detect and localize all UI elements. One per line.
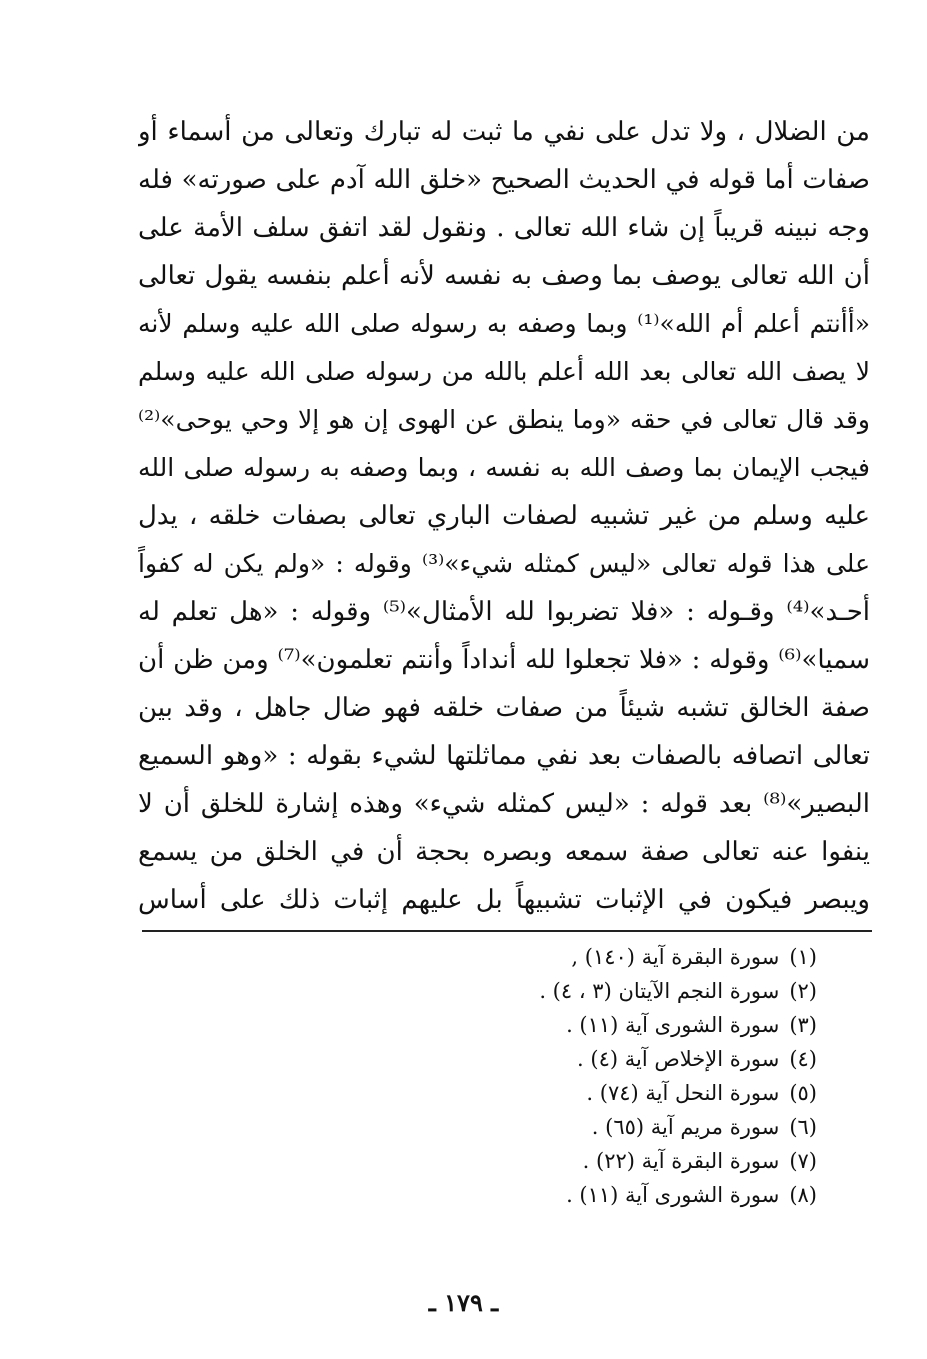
footnote-number: (٢) — [789, 979, 817, 1003]
footnote-number: (٤) — [789, 1047, 817, 1071]
footnote-text: سورة البقرة آية (٢٢) . — [582, 1149, 780, 1173]
text-line: «أأنتم أعلم أم الله»⁽¹⁾ وبما وصفه به رسوله صلى الله عليه وسلم لأنه — [138, 309, 870, 338]
footnote-text: سورة الشورى آية (١١) . — [566, 1183, 780, 1207]
page-number: ـ ١٧٩ ـ — [428, 1288, 499, 1317]
footnote-item — [417, 1076, 817, 1110]
footnote-item — [417, 1008, 817, 1042]
text-line: من الضلال ، ولا تدل على نفي ما ثبت له تبارك وتعالى من أسماء أو — [138, 117, 870, 147]
text-line: أحـد»⁽⁴⁾ وقـوله : «فلا تضربوا لله الأمثال»⁽⁵⁾ وقوله : «هل تعلم له — [138, 597, 870, 627]
footnote-item — [417, 940, 817, 974]
text-line: على هذا قوله تعالى «ليس كمثله شيء»⁽³⁾ وقوله : «ولم يكن له كفواً — [138, 549, 870, 578]
footnote-item — [417, 974, 817, 1008]
footnote-item — [417, 1110, 817, 1144]
footnote-number: (٨) — [789, 1183, 817, 1207]
footnotes — [417, 940, 817, 1212]
text-line: صفة الخالق تشبه شيئاً من صفات خلقه فهو ضال جاهل ، وقد بين — [138, 693, 870, 723]
footnote-number: (٥) — [789, 1081, 817, 1105]
footnote-separator — [142, 930, 872, 932]
footnote-number: (٣) — [789, 1013, 817, 1037]
footnote-item — [417, 1144, 817, 1178]
footnote-text: سورة الشورى آية (١١) . — [566, 1013, 780, 1037]
text-line: ينفوا عنه تعالى صفة سمعه وبصره بحجة أن في الخلق من يسمع — [138, 837, 870, 867]
text-line: فيجب الإيمان بما وصف الله به نفسه ، وبما وصفه به رسوله صلى الله — [138, 453, 870, 482]
text-line: وجه نبينه قريباً إن شاء الله تعالى . ونقول لقد اتفق سلف الأمة على — [138, 213, 870, 243]
text-line: صفات أما قوله في الحديث الصحيح «خلق الله آدم على صورته» فله — [138, 165, 870, 195]
text-line: أن الله تعالى يوصف بما وصف به نفسه لأنه أعلم بنفسه يقول تعالى — [138, 261, 870, 291]
footnote-text: سورة النجم الآيتان (٣ ، ٤) . — [539, 979, 780, 1003]
footnote-number: (١) — [789, 945, 817, 969]
footnote-text: سورة مريم آية (٦٥) . — [591, 1115, 780, 1139]
text-line: سميا»⁽⁶⁾ وقوله : «فلا تجعلوا لله أنداداً وأنتم تعلمون»⁽⁷⁾ ومن ظن أن — [138, 645, 870, 675]
footnote-text: سورة الإخلاص آية (٤) . — [577, 1047, 780, 1071]
footnote-number: (٧) — [789, 1149, 817, 1173]
footnote-text: سورة النحل آية (٧٤) . — [586, 1081, 780, 1105]
text-line: البصير»⁽⁸⁾ بعد قوله : «ليس كمثله شيء» وهذه إشارة للخلق أن لا — [138, 789, 870, 819]
footnote-text: سورة البقرة آية (١٤٠) , — [571, 945, 780, 969]
footnote-item — [417, 1042, 817, 1076]
text-line: ويبصر فيكون في الإثبات تشبيهاً بل عليهم إثبات ذلك على أساس — [138, 885, 870, 915]
footnote-number: (٦) — [789, 1115, 817, 1139]
text-line: عليه وسلم من غير تشبيه لصفات الباري تعالى بصفات خلقه ، يدل — [138, 501, 870, 531]
text-line: وقد قال تعالى في حقه «وما ينطق عن الهوى إن هو إلا وحي يوحى»⁽²⁾ — [138, 405, 870, 434]
text-line: تعالى اتصافه بالصفات بعد نفي مماثلتها لشيء بقوله : «وهو السميع — [138, 741, 870, 771]
text-line: لا يصف الله تعالى بعد الله أعلم بالله من رسوله صلى الله عليه وسلم — [138, 357, 870, 386]
footnote-item — [417, 1178, 817, 1212]
main-text — [138, 108, 870, 924]
